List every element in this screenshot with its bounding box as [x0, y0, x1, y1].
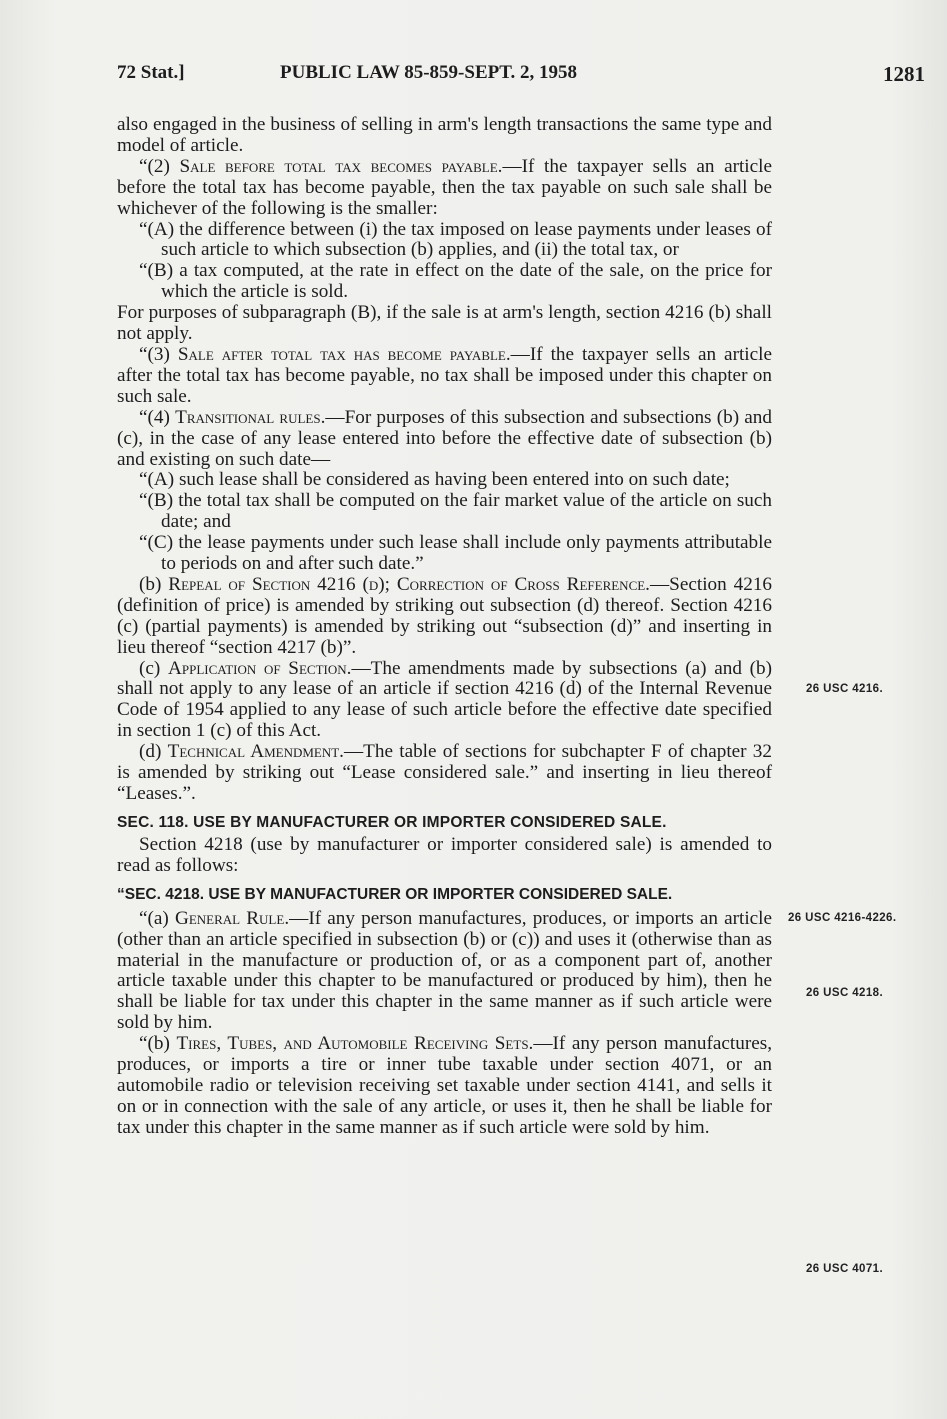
paragraph-text: —If the taxpayer sells an article before the total tax has become payable, then the tax payable on such sale shall be whichever of the following is the smaller:	[117, 155, 772, 219]
paragraph-text: —For purposes of this subsection and subsections (b) and (c), in the case of any lease entered into before the effective date of subsection (b) and existing on such date—	[117, 406, 772, 470]
subsection-text: —The table of sections for subchapter F of chapter 32 is amended by striking out “Lease considered sale.” and inserting in lieu thereof “Leases.”.	[117, 741, 772, 804]
paragraph-2	[117, 157, 772, 220]
subsection-text: —Section 4216 (definition of price) is amended by striking out subsection (d) thereof. Section 4216 (c) (partial payments) is amended by striking out “subsection (d)” and inserting in lieu thereof “section 4217 (b)”.	[117, 573, 773, 658]
paragraph-heading: Transitional rules.	[175, 406, 326, 428]
subsection-heading: Technical Amendment.	[167, 741, 344, 763]
subsection-text: —If any person manufactures, produces, or imports an article (other than an article specified in subsection (b) or (c)) and uses it (otherwise than as material in the manufacture or production of, or as a component part of, another article taxable under this chapter to be manufactured or produced by him), then he shall be liable for tax under this chapter in the same manner as if such article were sold by him.	[117, 907, 773, 1034]
margin-note-4216-4226: 26 USC 4216-4226.	[788, 912, 897, 924]
paragraph-label: “(3)	[139, 343, 178, 365]
subparagraph-2a: “(A) the difference between (i) the tax imposed on lease payments under leases of such article to which subsection (b) applies, and (ii) the total tax, or	[139, 218, 772, 261]
subsection-label: (d)	[139, 741, 168, 763]
section-4218-heading: “SEC. 4218. USE BY MANUFACTURER OR IMPORTER CONSIDERED SALE.	[117, 885, 673, 903]
subsection-label: (b)	[139, 573, 169, 595]
section-118-heading: SEC. 118. USE BY MANUFACTURER OR IMPORTER CONSIDERED SALE.	[117, 813, 667, 831]
subsection-d	[117, 742, 772, 805]
subsection-label: “(b)	[139, 1033, 177, 1055]
subsection-c	[117, 659, 772, 743]
subsection-label: “(a)	[139, 907, 175, 929]
margin-note-4071: 26 USC 4071.	[806, 1263, 884, 1275]
subsection-text: —The amendments made by subsections (a) and (b) shall not apply to any lease of an article if section 4216 (d) of the Internal Revenue Code of 1954 applied to any lease of such article before the effective date specified in section 1 (c) of this Act.	[117, 657, 773, 742]
subsection-b	[117, 575, 772, 659]
paragraph-label: “(4)	[139, 406, 176, 428]
page-number: 1281	[883, 62, 925, 86]
section-118-text: Section 4218 (use by manufacturer or importer considered sale) is amended to read as follows:	[117, 833, 772, 876]
paragraph-continuation: also engaged in the business of selling in arm's length transactions the same type and model of article.	[117, 114, 772, 156]
subsection-heading: Application of Section.	[168, 657, 352, 679]
statute-reference: 72 Stat.]	[117, 62, 185, 83]
paragraph-label: “(2)	[139, 155, 180, 177]
margin-note-4218: 26 USC 4218.	[806, 987, 884, 999]
subparagraph-4b: “(B) the total tax shall be computed on the fair market value of the article on such date; and	[139, 490, 772, 533]
page-header	[117, 62, 925, 90]
subsection-heading: Tires, Tubes, and Automobile Receiving Sets.	[176, 1033, 534, 1055]
main-text-column	[117, 115, 772, 1139]
law-title: PUBLIC LAW 85-859-SEPT. 2, 1958	[280, 62, 577, 83]
paragraph-heading: Sale before total tax becomes payable.	[179, 155, 503, 177]
paragraph-3	[117, 345, 772, 408]
margin-note-4216: 26 USC 4216.	[806, 683, 884, 695]
paragraph-heading: Sale after total tax has become payable.	[177, 343, 511, 365]
subsection-text: —If any person manufactures, produces, or imports a tire or inner tube taxable under section 4071, or an automobile radio or television receiving set taxable under section 4141, and sells it on or in connection with the sale of any article, or uses it, then he shall be liable for tax under this chapter in the same manner as if such article were sold by him.	[117, 1033, 772, 1138]
subsection-b-tires	[117, 1034, 772, 1139]
subparagraph-4a: “(A) such lease shall be considered as having been entered into on such date;	[139, 469, 730, 491]
paragraph-4	[117, 408, 772, 471]
paragraph-2-tail: For purposes of subparagraph (B), if the sale is at arm's length, section 4216 (b) shall not apply.	[117, 302, 772, 345]
subsection-heading: General Rule.	[174, 907, 290, 929]
paragraph-text: —If the taxpayer sells an article after the total tax has become payable, no tax shall be imposed under this chapter on such sale.	[117, 343, 772, 407]
subsection-label: (c)	[139, 657, 169, 679]
subsection-a-general-rule	[117, 909, 772, 1034]
subparagraph-2b: “(B) a tax computed, at the rate in effect on the date of the sale, on the price for which the article is sold.	[139, 260, 772, 303]
subparagraph-4c: “(C) the lease payments under such lease shall include only payments attributable to periods on and after such date.”	[139, 532, 772, 575]
subsection-heading: Repeal of Section 4216 (d); Correction of Cross Reference.	[168, 573, 650, 595]
